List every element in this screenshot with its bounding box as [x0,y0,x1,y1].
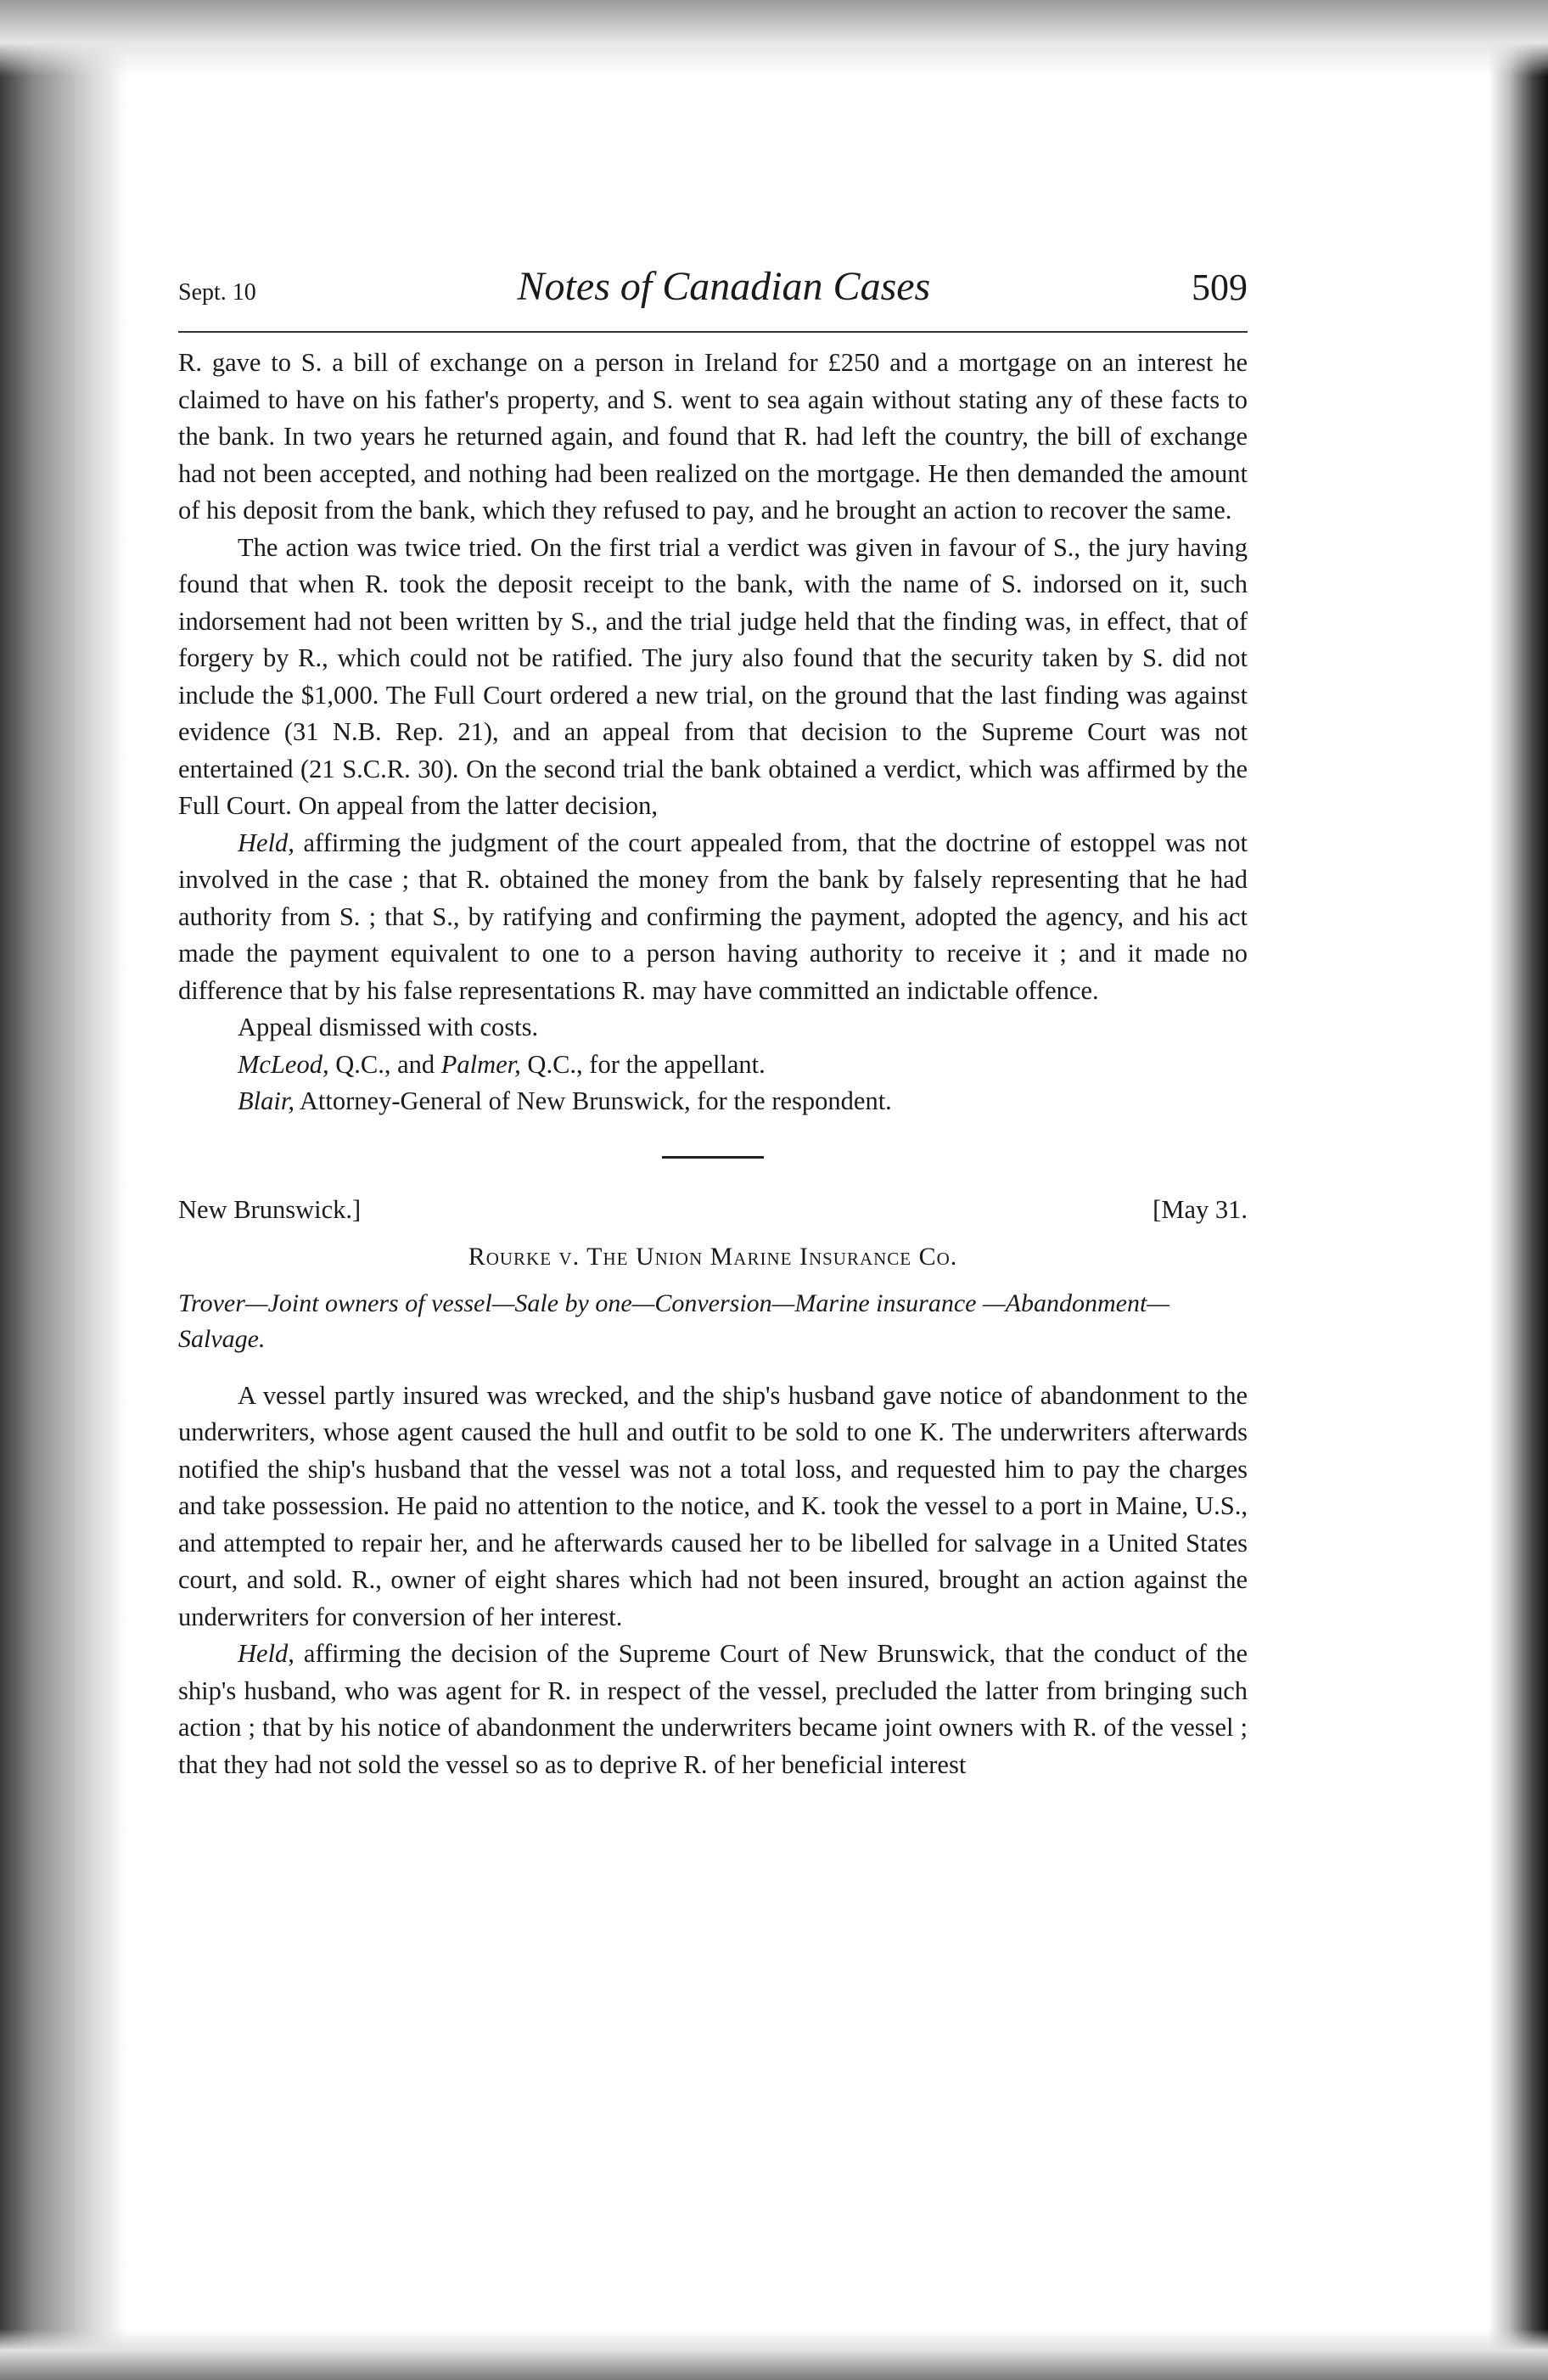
case2-held [178,1636,1248,1783]
case1-held-label: Held, [238,828,294,857]
case2-held-label: Held, [238,1639,294,1668]
counsel-name-mcleod: McLeod, [238,1049,329,1079]
case1-paragraph-1: R. gave to S. a bill of exchange on a person in Ireland for £250 and a mortgage on an interest he claimed to have on his father's property, and S. went to sea again without stating any of these facts to the bank. In two years he returned again, and found that R. had left the country, the bill of exchange had not been accepted, and nothing had been realized on the mortgage. He then demanded the amount of his deposit from the bank, which they refused to pay, and he brought an action to recover the same. [178,348,1248,525]
case2-date: [May 31. [1153,1194,1248,1224]
scan-shadow-top [0,0,1548,76]
scan-shadow-bottom [0,2329,1548,2380]
case2-court: New Brunswick.] [178,1194,362,1224]
counsel-name-blair: Blair, [238,1086,294,1115]
scan-shadow-left [0,0,127,2380]
case1-held-text: affirming the judgment of the court appealed from, that the doctrine of estoppel was not involved in the case ; that R. obtained the money from the bank by falsely representing that he had authority from S. ; that S., by ratifying and confirming the payment, adopted the agency, and his act made the payment equivalent to one to a person having authority to receive it ; and it made no difference that by his false representations R. may have committed an indictable offence. [178,828,1248,1005]
case1-disposition: Appeal dismissed with costs. [238,1013,539,1041]
case1-counsel-respondent [178,1083,1248,1120]
counsel-text: Attorney-General of New Brunswick, for the respondent. [294,1086,892,1115]
case1-counsel-appellant [178,1047,1248,1084]
case2-headnote: Trover—Joint owners of vessel—Sale by one—Conversion—Marine insurance —Abandonment—Salvage. [178,1288,1169,1353]
case1-paragraph-2: The action was twice tried. On the first trial a verdict was given in favour of S., the jury having found that when R. took the deposit receipt to the bank, with the name of S. indorsed on it, such indorsement had not been written by S., and the trial judge held that the finding was, in effect, that of forgery by R., which could not be ratified. The jury also found that the security taken by S. did not include the $1,000. The Full Court ordered a new trial, on the ground that the last finding was against evidence (31 N.B. Rep. 21), and an appeal from that decision to the Supreme Court was not entertained (21 S.C.R. 30). On the second trial the bank obtained a verdict, which was affirmed by the Full Court. On appeal from the latter decision, [178,532,1248,820]
section-divider [662,1156,764,1159]
case2-held-text: affirming the decision of the Supreme Court of New Brunswick, that the conduct of the ship's husband, who was agent for R. in respect of the vessel, precluded the latter from bringing such action ; that by his notice of abandonment the underwriters became joint owners with R. of the vessel ; that they had not sold the vessel so as to deprive R. of her beneficial interest [178,1639,1248,1779]
case2-title: Rourke v. The Union Marine Insurance Co. [468,1242,958,1271]
header-title: Notes of Canadian Cases [517,264,931,309]
counsel-name-palmer: Palmer, [440,1049,521,1079]
case2-court-line [178,1191,1248,1228]
header-date: Sept. 10 [178,279,256,306]
counsel-text: Q.C., and [328,1049,441,1079]
case1-held [178,825,1248,1010]
page-number: 509 [1191,267,1248,308]
case2-paragraph-1: A vessel partly insured was wrecked, and the ship's husband gave notice of abandonment to the underwriters, whose agent caused the hull and outfit to be sold to one K. The underwriters afterwards notified the ship's husband that the vessel was not a total loss, and requested him to pay the charges and take possession. He paid no attention to the notice, and K. took the vessel to a port in Maine, U.S., and attempted to repair her, and he afterwards caused her to be libelled for salvage in a United States court, and sold. R., owner of eight shares which had not been insured, brought an action against the underwriters for conversion of her interest. [178,1380,1248,1631]
page-body [178,263,1248,1783]
counsel-text: Q.C., for the appellant. [520,1049,766,1079]
running-head [178,263,1248,333]
scan-shadow-right [1489,0,1548,2380]
